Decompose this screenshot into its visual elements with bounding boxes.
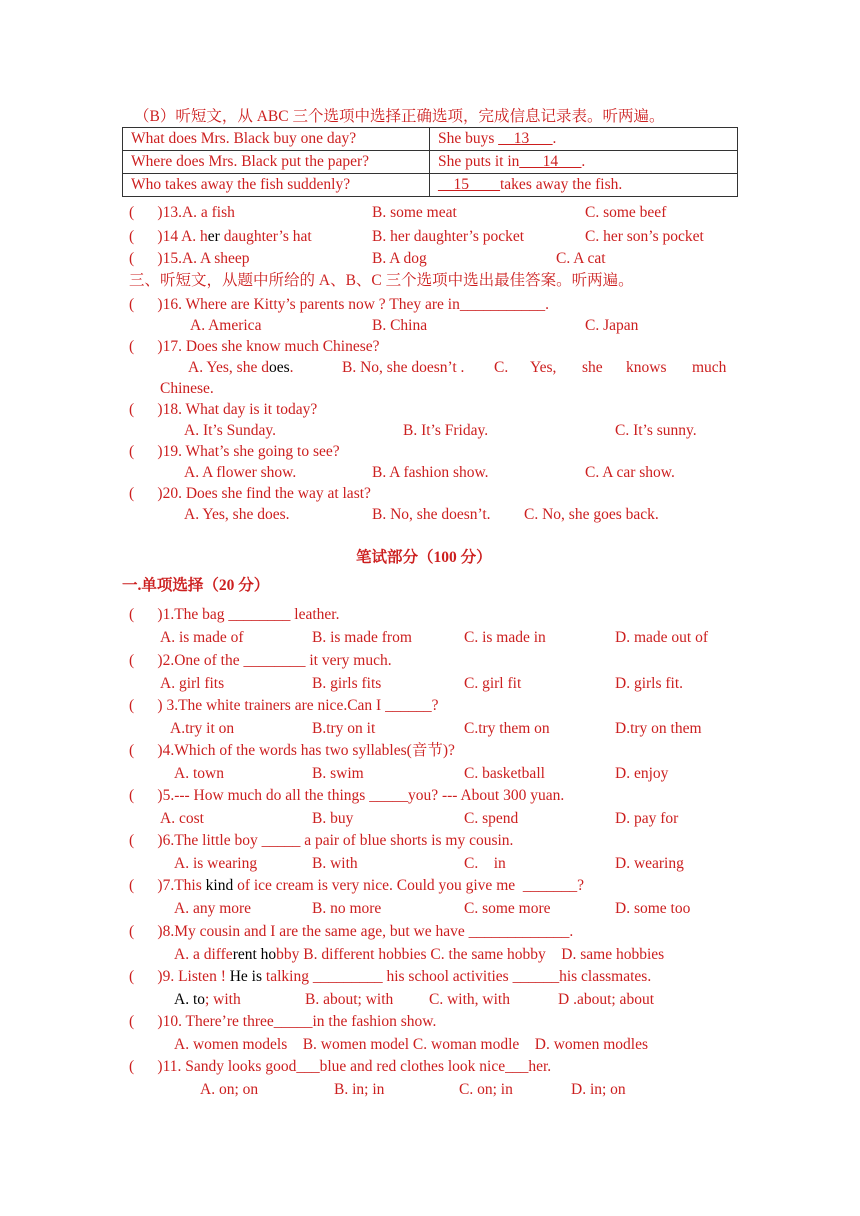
question-10: ( )10. There’re three_____in the fashion show. xyxy=(129,1013,437,1030)
option-a: A.try it on xyxy=(170,720,235,737)
option-c: C. xyxy=(494,359,509,376)
option-b: B.try on it xyxy=(312,720,376,737)
option-a: A. on; on xyxy=(200,1081,259,1098)
table-row xyxy=(123,151,738,174)
question-13: ( )13.A. a fish xyxy=(129,204,235,221)
table-question: Where does Mrs. Black put the paper? xyxy=(123,151,430,174)
question-19: ( )19. What’s she going to see? xyxy=(129,443,340,460)
option-d: D. in; on xyxy=(571,1081,626,1098)
written-part-heading: 笔试部分（100 分） xyxy=(356,549,492,566)
option-a: A. town xyxy=(174,765,224,782)
question-14: ( )14 A. her daughter’s hat xyxy=(129,228,312,245)
option-d: D. made out of xyxy=(615,629,708,646)
option-a: A. to; with xyxy=(174,991,241,1008)
option-b: B. in; in xyxy=(334,1081,385,1098)
option-c: C. some beef xyxy=(585,204,667,221)
option-c: C. girl fit xyxy=(464,675,522,692)
option-d: D .about; about xyxy=(558,991,654,1008)
option-c: C. A cat xyxy=(556,250,606,267)
option-a: A. Yes, she does. xyxy=(184,506,290,523)
option-b: B. girls fits xyxy=(312,675,382,692)
option-a: A. cost xyxy=(160,810,204,827)
question-2: ( )2.One of the ________ it very much. xyxy=(129,652,392,669)
option-b: B. A fashion show. xyxy=(372,464,489,481)
table-row xyxy=(123,128,738,151)
option-a: A. America xyxy=(190,317,262,334)
option-d: D. some too xyxy=(615,900,691,917)
option-b: B. A dog xyxy=(372,250,427,267)
option-b: B. No, she doesn’t. xyxy=(372,506,491,523)
question-18: ( )18. What day is it today? xyxy=(129,401,318,418)
question-16: ( )16. Where are Kitty’s parents now ? They are in___________. xyxy=(129,296,549,313)
option-c: much xyxy=(692,359,727,376)
part-b-heading: （B）听短文，从 ABC 三个选项中选择正确选项，完成信息记录表。听两遍。 xyxy=(134,108,665,125)
question-11: ( )11. Sandy looks good___blue and red clothes look nice___her. xyxy=(129,1058,552,1075)
option-c: C. Japan xyxy=(585,317,639,334)
option-a: A. is made of xyxy=(160,629,244,646)
option-a: A. Yes, she does. xyxy=(188,359,294,376)
option-b: B. some meat xyxy=(372,204,457,221)
option-a: A. girl fits xyxy=(160,675,225,692)
option-a: A. any more xyxy=(174,900,252,917)
option-b: B. It’s Friday. xyxy=(403,422,489,439)
table-question: Who takes away the fish suddenly? xyxy=(123,174,430,197)
options: A. a different hobby B. different hobbies C. the same hobby D. same hobbies xyxy=(174,946,665,963)
option-c: C. is made in xyxy=(464,629,546,646)
option-b: B. buy xyxy=(312,810,354,827)
question-7: ( )7.This kind of ice cream is very nice. Could you give me _______? xyxy=(129,877,585,894)
question-9: ( )9. Listen ! He is talking _________ his school activities ______his classmates. xyxy=(129,968,652,985)
option-a: A. It’s Sunday. xyxy=(184,422,276,439)
info-record-table xyxy=(122,127,738,197)
option-d: D.try on them xyxy=(615,720,702,737)
option-c: C. with, with xyxy=(429,991,510,1008)
option-c: C.try them on xyxy=(464,720,550,737)
option-b: B. is made from xyxy=(312,629,412,646)
option-c: knows xyxy=(626,359,667,376)
question-1: ( )1.The bag ________ leather. xyxy=(129,606,340,623)
option-c: C. spend xyxy=(464,810,519,827)
option-c: Yes, xyxy=(530,359,557,376)
option-c: C. her son’s pocket xyxy=(585,228,704,245)
table-answer: She buys __13___. xyxy=(430,128,738,151)
option-c: she xyxy=(582,359,603,376)
table-question: What does Mrs. Black buy one day? xyxy=(123,128,430,151)
option-b: B. her daughter’s pocket xyxy=(372,228,525,245)
option-c: C. on; in xyxy=(459,1081,513,1098)
options: A. women models B. women model C. woman modle D. women modles xyxy=(174,1036,648,1053)
question-17: ( )17. Does she know much Chinese? xyxy=(129,338,380,355)
option-c: C. It’s sunny. xyxy=(615,422,697,439)
question-4: ( )4.Which of the words has two syllables(音节)? xyxy=(129,742,455,759)
option-c-wrap: Chinese. xyxy=(160,380,214,397)
section-3-heading: 三、听短文，从题中所给的 A、B、C 三个选项中选出最佳答案。听两遍。 xyxy=(129,272,634,289)
option-a: A. is wearing xyxy=(174,855,258,872)
question-8: ( )8.My cousin and I are the same age, but we have _____________. xyxy=(129,923,574,940)
section-1-heading: 一.单项选择（20 分） xyxy=(122,577,270,594)
option-d: D. wearing xyxy=(615,855,684,872)
option-c: C. basketball xyxy=(464,765,545,782)
option-d: D. enjoy xyxy=(615,765,669,782)
question-6: ( )6.The little boy _____ a pair of blue shorts is my cousin. xyxy=(129,832,514,849)
option-d: D. pay for xyxy=(615,810,679,827)
option-c: C. some more xyxy=(464,900,551,917)
question-5: ( )5.--- How much do all the things _____you? --- About 300 yuan. xyxy=(129,787,565,804)
table-answer: She puts it in___14___. xyxy=(430,151,738,174)
option-b: B. No, she doesn’t . xyxy=(342,359,465,376)
option-b: B. no more xyxy=(312,900,382,917)
question-3: ( ) 3.The white trainers are nice.Can I ______? xyxy=(129,697,439,714)
option-c: C. A car show. xyxy=(585,464,675,481)
question-15: ( )15.A. A sheep xyxy=(129,250,250,267)
table-answer: __15____takes away the fish. xyxy=(430,174,738,197)
option-c: C. No, she goes back. xyxy=(524,506,659,523)
option-c: C. in xyxy=(464,855,506,872)
option-b: B. swim xyxy=(312,765,364,782)
option-b: B. about; with xyxy=(305,991,394,1008)
option-b: B. China xyxy=(372,317,428,334)
option-b: B. with xyxy=(312,855,358,872)
option-d: D. girls fit. xyxy=(615,675,684,692)
option-a: A. A flower show. xyxy=(184,464,297,481)
table-row xyxy=(123,174,738,197)
question-20: ( )20. Does she find the way at last? xyxy=(129,485,371,502)
